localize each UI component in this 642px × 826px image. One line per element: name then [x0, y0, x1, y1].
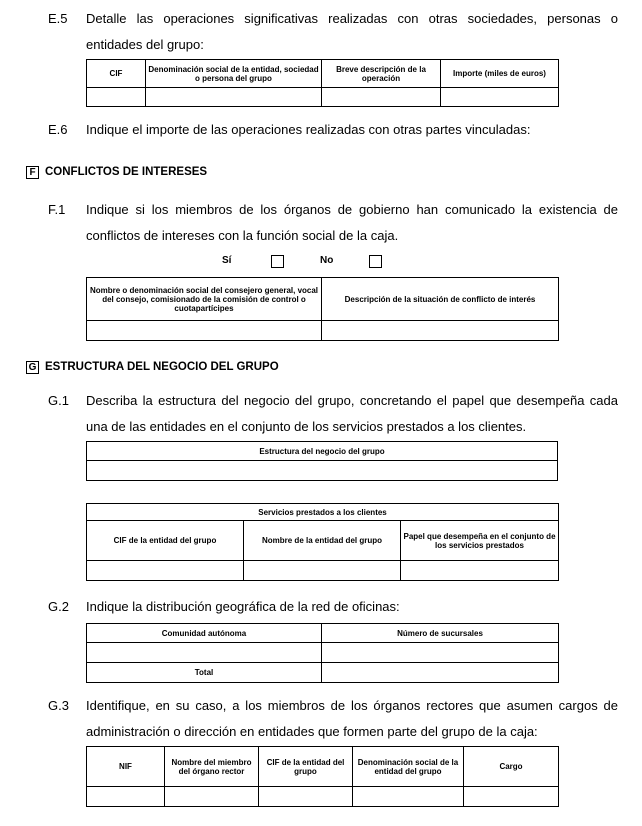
e5-header-denominacion: Denominación social de la entidad, sociedad o persona del grupo — [146, 60, 322, 88]
g3-header-cargo: Cargo — [464, 747, 559, 787]
g3-cell[interactable] — [353, 787, 464, 807]
g2-header-sucursales: Número de sucursales — [322, 624, 559, 643]
f-table — [86, 277, 559, 341]
section-g-heading — [26, 359, 279, 375]
g3-cell[interactable] — [87, 787, 165, 807]
g1-servicios-cell[interactable] — [87, 561, 244, 581]
e5-text: Detalle las operaciones significativas realizadas con otras sociedades, personas o entidades del grupo: — [86, 11, 618, 52]
g1-text: Describa la estructura del negocio del grupo, concretando el papel que desempeña cada una de las entidades en el conjunto de los servicios prestados a los clientes. — [86, 393, 618, 434]
g1-header-papel: Papel que desempeña en el conjunto de los servicios prestados — [401, 521, 559, 561]
g2-cell[interactable] — [87, 643, 322, 663]
no-checkbox[interactable] — [369, 255, 382, 268]
e5-cell[interactable] — [322, 88, 441, 107]
f1-number: F.1 — [48, 202, 66, 217]
g2-header-comunidad: Comunidad autónoma — [87, 624, 322, 643]
g1-estructura-table — [86, 441, 558, 481]
g1-estructura-header: Estructura del negocio del grupo — [87, 442, 558, 461]
g3-header-nombre: Nombre del miembro del órgano rector — [165, 747, 259, 787]
section-g-title: ESTRUCTURA DEL NEGOCIO DEL GRUPO — [45, 361, 279, 373]
f-cell[interactable] — [87, 321, 322, 341]
e5-header-cif: CIF — [87, 60, 146, 88]
g1-servicios-cell[interactable] — [401, 561, 559, 581]
g2-table — [86, 623, 559, 683]
section-f-heading — [26, 164, 207, 180]
f-header-descripcion: Descripción de la situación de conflicto de interés — [322, 278, 559, 321]
e5-number: E.5 — [48, 11, 68, 26]
g1-servicios-cell[interactable] — [244, 561, 401, 581]
g3-cell[interactable] — [165, 787, 259, 807]
g2-text: Indique la distribución geográfica de la red de oficinas: — [86, 599, 400, 614]
e5-header-descripcion: Breve descripción de la operación — [322, 60, 441, 88]
f-header-nombre: Nombre o denominación social del consejero general, vocal del consejo, comisionado de la comisión de control o cuotapartícipes — [87, 278, 322, 321]
g3-text: Identifique, en su caso, a los miembros de los órganos rectores que asumen cargos de administración o dirección en entidades que formen parte del grupo de la caja: — [86, 698, 618, 739]
e6-number: E.6 — [48, 122, 68, 137]
g3-number: G.3 — [48, 698, 69, 713]
g1-estructura-cell[interactable] — [87, 461, 558, 481]
g1-header-cif: CIF de la entidad del grupo — [87, 521, 244, 561]
g2-total-label: Total — [87, 663, 322, 683]
g2-total-cell[interactable] — [322, 663, 559, 683]
g3-header-cif: CIF de la entidad del grupo — [259, 747, 353, 787]
e5-cell[interactable] — [87, 88, 146, 107]
e5-table — [86, 59, 559, 107]
g1-servicios-table — [86, 503, 559, 581]
g1-header-nombre: Nombre de la entidad del grupo — [244, 521, 401, 561]
g3-cell[interactable] — [259, 787, 353, 807]
e5-cell[interactable] — [146, 88, 322, 107]
g3-header-nif: NIF — [87, 747, 165, 787]
no-label: No — [320, 255, 334, 266]
section-f-letter: F — [26, 166, 39, 179]
f-cell[interactable] — [322, 321, 559, 341]
g3-header-denominacion: Denominación social de la entidad del grupo — [353, 747, 464, 787]
g3-table — [86, 746, 559, 807]
g1-servicios-title: Servicios prestados a los clientes — [87, 504, 559, 521]
yes-label: Sí — [222, 255, 232, 266]
g1-number: G.1 — [48, 393, 69, 408]
e5-cell[interactable] — [441, 88, 559, 107]
e5-header-importe: Importe (miles de euros) — [441, 60, 559, 88]
g2-number: G.2 — [48, 599, 69, 614]
yes-checkbox[interactable] — [271, 255, 284, 268]
g3-cell[interactable] — [464, 787, 559, 807]
section-g-letter: G — [26, 361, 39, 374]
g2-cell[interactable] — [322, 643, 559, 663]
f1-text: Indique si los miembros de los órganos de gobierno han comunicado la existencia de conflictos de intereses con la función social de la caja. — [86, 202, 618, 243]
e6-text: Indique el importe de las operaciones realizadas con otras partes vinculadas: — [86, 122, 531, 137]
section-f-title: CONFLICTOS DE INTERESES — [45, 166, 208, 178]
